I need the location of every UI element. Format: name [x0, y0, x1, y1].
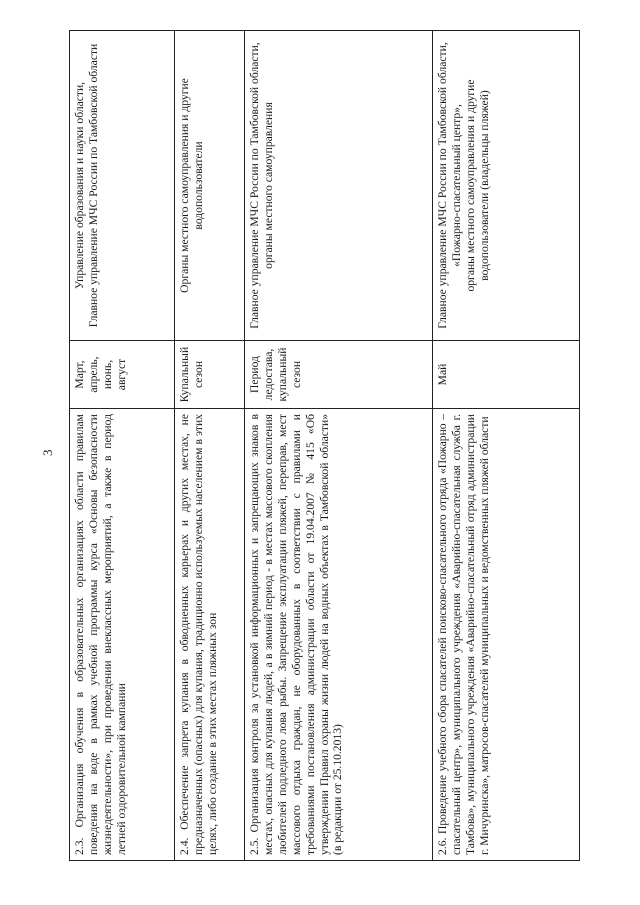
- responsible-line: органы местного самоуправления и другие водопользователи (владельцы пляжей): [463, 79, 491, 292]
- responsible-line: «Пожарно-спасательный центр»,: [449, 104, 463, 267]
- activity-cell: 2.4. Обеспечение запрета купания в обводненных карьерах и других местах, не предназначенных (опасных) для купания, традиционно используемых населением в этих целях, либо создание в этих местах пляжных зон: [175, 409, 245, 861]
- term-cell: Купальный сезон: [175, 341, 245, 409]
- activity-cell: 2.6. Проведение учебного сбора спасателей поисково-спасательного отряда «Пожарно – спасательный центр», муниципального учреждения «Аварийно-спасательная служба г. Тамбова», муниципального учреждения «Аварийно-спасательный отряд администрации г. Мичуринска», матросов-спасателей муниципальных и ведомственных пляжей области: [433, 409, 580, 861]
- rotated-document-sheet: [69, 31, 579, 861]
- responsible-cell: [433, 31, 580, 341]
- responsible-line: Главное управление МЧС России по Тамбовской области,: [436, 42, 449, 329]
- table-row: [70, 31, 175, 861]
- page-number: 3: [40, 449, 55, 456]
- table-row: [175, 31, 245, 861]
- responsible-line: Главное управление МЧС России по Тамбовской области,: [248, 42, 261, 329]
- term-cell: Период ледостава, купальный сезон: [245, 341, 433, 409]
- responsible-line: Управление образования и науки области,: [73, 81, 86, 290]
- term-cell: Май: [433, 341, 580, 409]
- measures-table: [69, 30, 580, 861]
- responsible-line: органы местного самоуправления: [261, 102, 275, 269]
- activity-cell: 2.5. Организация контроля за установкой информационных и запрещающих знаков в местах, опасных для купания людей, а в зимний период - в местах массового скопления любителей подледного лова рыбы. Запрещение эксплуатации пляжей, переправ, мест массового отдыха граждан, не оборудованных в соответствии с правилами и требованиями постановления администрации области от 19.04.2007 № 415 «Об утверждении Правил охраны жизни людей на водных объектах в Тамбовской области» (в редакции от 25.10.2013): [245, 409, 433, 861]
- table-row: [245, 31, 433, 861]
- responsible-line: Главное управление МЧС России по Тамбовской области: [86, 43, 100, 328]
- table-row: [433, 31, 580, 861]
- responsible-cell: [245, 31, 433, 341]
- responsible-line: Органы местного самоуправления и другие водопользователи: [178, 78, 205, 293]
- term-cell: Март, апрель, июнь, август: [70, 341, 175, 409]
- activity-cell: 2.3. Организация обучения в образовательных организациях области правилам поведения на воде в рамках учебной программы курса «Основы безопасности жизнедеятельности», при проведении внеклассных мероприятий, а также в период летней оздоровительной кампании: [70, 409, 175, 861]
- responsible-cell: [175, 31, 245, 341]
- responsible-cell: [70, 31, 175, 341]
